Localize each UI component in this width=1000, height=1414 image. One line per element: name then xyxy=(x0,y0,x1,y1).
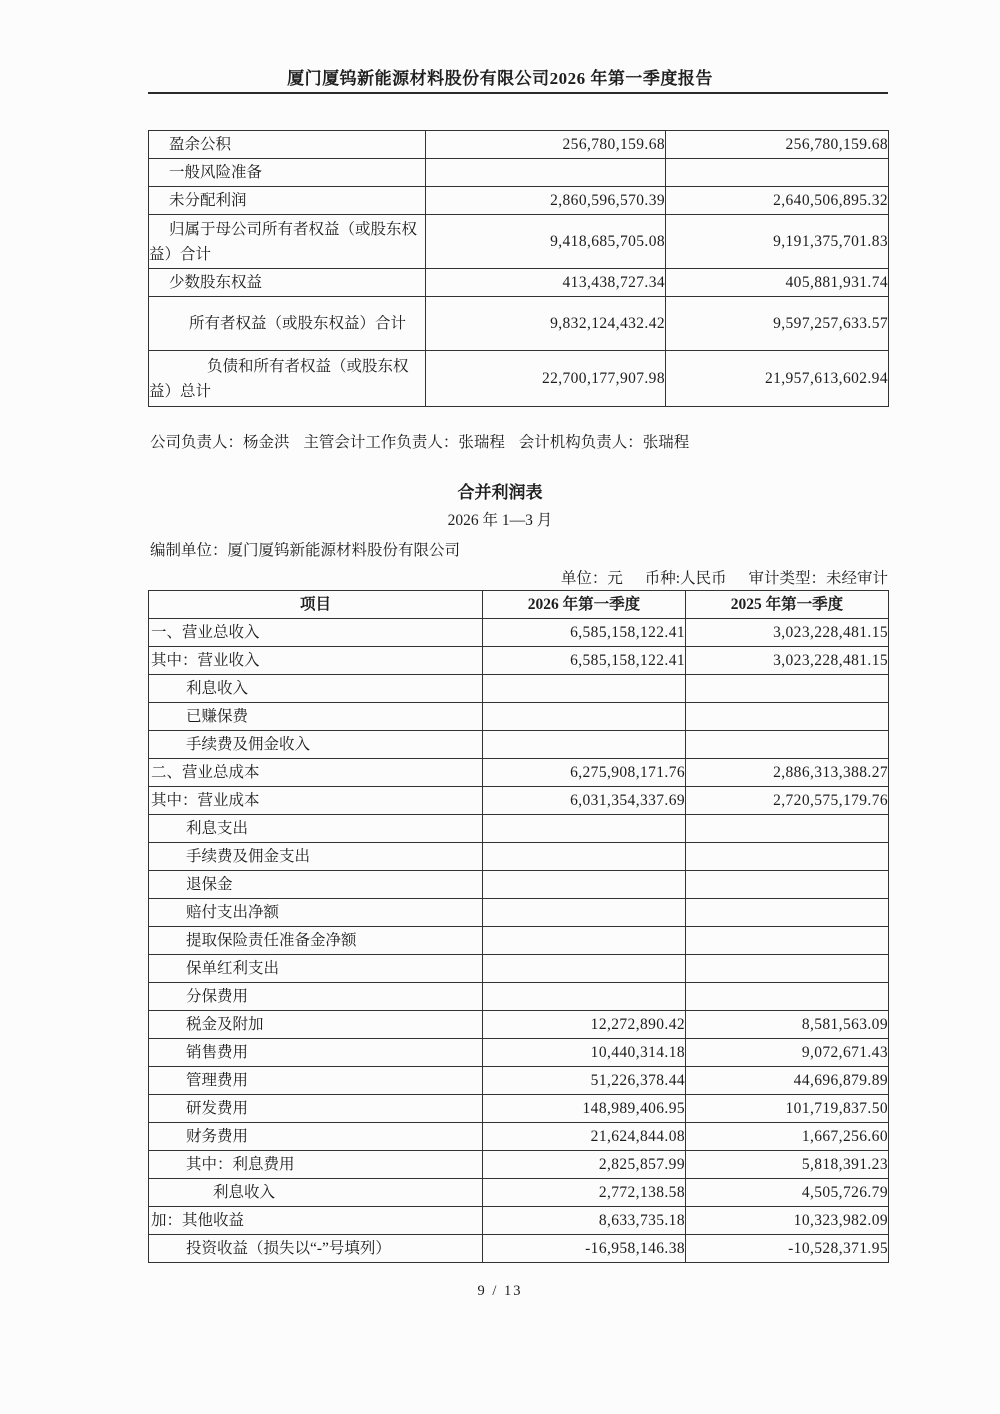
value-prior: 44,696,879.89 xyxy=(686,1067,889,1095)
income-statement-table xyxy=(148,590,889,1263)
value-prior: 8,581,563.09 xyxy=(686,1011,889,1039)
value-current: 9,832,124,432.42 xyxy=(426,297,666,351)
table-row xyxy=(149,815,889,843)
report-header-title: 厦门厦钨新能源材料股份有限公司2026 年第一季度报告 xyxy=(287,69,713,88)
table-row xyxy=(149,1067,889,1095)
value-current: 9,418,685,705.08 xyxy=(426,215,666,269)
value-current: 6,275,908,171.76 xyxy=(483,759,686,787)
value-current: 22,700,177,907.98 xyxy=(426,351,666,407)
table-row xyxy=(149,1235,889,1263)
value-current: 10,440,314.18 xyxy=(483,1039,686,1067)
value-current: 413,438,727.34 xyxy=(426,269,666,297)
value-current xyxy=(483,983,686,1011)
table-row xyxy=(149,1011,889,1039)
row-label: 其中：利息费用 xyxy=(149,1151,483,1179)
value-current: 51,226,378.44 xyxy=(483,1067,686,1095)
value-current: 21,624,844.08 xyxy=(483,1123,686,1151)
value-current: 2,772,138.58 xyxy=(483,1179,686,1207)
row-label: 已赚保费 xyxy=(149,703,483,731)
table-row xyxy=(149,619,889,647)
table-row xyxy=(149,1039,889,1067)
row-label: 手续费及佣金收入 xyxy=(149,731,483,759)
value-current xyxy=(426,159,666,187)
balance-sheet-table xyxy=(148,130,889,407)
value-prior: 21,957,613,602.94 xyxy=(666,351,889,407)
table-row xyxy=(149,215,889,269)
row-label: 投资收益（损失以“-”号填列） xyxy=(149,1235,483,1263)
row-label: 研发费用 xyxy=(149,1095,483,1123)
meta-unit: 单位：元 xyxy=(560,570,623,587)
meta-audit-type: 审计类型：未经审计 xyxy=(748,570,888,587)
table-row xyxy=(149,1095,889,1123)
row-label: 分保费用 xyxy=(149,983,483,1011)
table-row xyxy=(149,899,889,927)
table-row xyxy=(149,1151,889,1179)
table-header-row xyxy=(149,591,889,619)
row-label: 其中：营业收入 xyxy=(149,647,483,675)
value-current xyxy=(483,899,686,927)
row-label: 未分配利润 xyxy=(149,187,426,215)
value-current xyxy=(483,815,686,843)
value-current xyxy=(483,703,686,731)
table-row xyxy=(149,703,889,731)
statement-meta-line xyxy=(148,566,888,588)
value-prior xyxy=(686,955,889,983)
value-prior: 9,597,257,633.57 xyxy=(666,297,889,351)
statement-preparer: 编制单位：厦门厦钨新能源材料股份有限公司 xyxy=(150,542,461,559)
row-label: 少数股东权益 xyxy=(149,269,426,297)
row-label: 税金及附加 xyxy=(149,1011,483,1039)
value-prior xyxy=(686,843,889,871)
value-current: 6,585,158,122.41 xyxy=(483,647,686,675)
value-prior: 3,023,228,481.15 xyxy=(686,647,889,675)
column-header-2026q1: 2026 年第一季度 xyxy=(483,591,686,619)
table-row xyxy=(149,351,889,407)
row-label: 利息收入 xyxy=(149,675,483,703)
row-label: 利息收入 xyxy=(149,1179,483,1207)
row-label: 加：其他收益 xyxy=(149,1207,483,1235)
row-label: 退保金 xyxy=(149,871,483,899)
row-label: 一、营业总收入 xyxy=(149,619,483,647)
table-row xyxy=(149,759,889,787)
row-label: 手续费及佣金支出 xyxy=(149,843,483,871)
value-prior xyxy=(686,983,889,1011)
table-row xyxy=(149,983,889,1011)
value-current: 256,780,159.68 xyxy=(426,131,666,159)
company-head: 公司负责人：杨金洪 xyxy=(150,434,290,451)
value-current xyxy=(483,731,686,759)
table-row xyxy=(149,187,889,215)
value-current: 2,825,857.99 xyxy=(483,1151,686,1179)
table-row xyxy=(149,647,889,675)
value-current: 6,585,158,122.41 xyxy=(483,619,686,647)
value-prior: 256,780,159.68 xyxy=(666,131,889,159)
value-prior xyxy=(686,703,889,731)
value-prior: 9,072,671.43 xyxy=(686,1039,889,1067)
value-prior: 3,023,228,481.15 xyxy=(686,619,889,647)
value-prior: 2,640,506,895.32 xyxy=(666,187,889,215)
statement-period: 2026 年 1—3 月 xyxy=(447,512,553,529)
table-row xyxy=(149,1123,889,1151)
table-row xyxy=(149,675,889,703)
value-prior xyxy=(686,815,889,843)
value-current: 2,860,596,570.39 xyxy=(426,187,666,215)
row-label: 归属于母公司所有者权益（或股东权益）合计 xyxy=(149,215,426,269)
row-label: 提取保险责任准备金净额 xyxy=(149,927,483,955)
table-row xyxy=(149,131,889,159)
value-current xyxy=(483,927,686,955)
value-current: 148,989,406.95 xyxy=(483,1095,686,1123)
value-prior: 1,667,256.60 xyxy=(686,1123,889,1151)
value-current: -16,958,146.38 xyxy=(483,1235,686,1263)
value-prior xyxy=(666,159,889,187)
page-number: 9 / 13 xyxy=(477,1283,523,1299)
table-row xyxy=(149,731,889,759)
value-current xyxy=(483,871,686,899)
value-prior xyxy=(686,731,889,759)
row-label: 保单红利支出 xyxy=(149,955,483,983)
value-current: 8,633,735.18 xyxy=(483,1207,686,1235)
column-header-item: 项目 xyxy=(149,591,483,619)
statement-title: 合并利润表 xyxy=(457,483,543,502)
meta-currency: 币种:人民币 xyxy=(644,570,727,587)
header-divider xyxy=(148,92,888,94)
row-label: 财务费用 xyxy=(149,1123,483,1151)
table-row xyxy=(149,787,889,815)
table-row xyxy=(149,1179,889,1207)
value-prior xyxy=(686,675,889,703)
table-row xyxy=(149,871,889,899)
column-header-2025q1: 2025 年第一季度 xyxy=(686,591,889,619)
table-row xyxy=(149,955,889,983)
value-current xyxy=(483,843,686,871)
table-row xyxy=(149,269,889,297)
value-prior: -10,528,371.95 xyxy=(686,1235,889,1263)
accounting-org-head: 会计机构负责人：张瑞程 xyxy=(518,434,690,451)
row-label: 负债和所有者权益（或股东权益）总计 xyxy=(149,351,426,407)
row-label: 所有者权益（或股东权益）合计 xyxy=(149,297,426,351)
table-row xyxy=(149,843,889,871)
table-row xyxy=(149,159,889,187)
value-prior: 10,323,982.09 xyxy=(686,1207,889,1235)
value-prior: 2,720,575,179.76 xyxy=(686,787,889,815)
table-row xyxy=(149,1207,889,1235)
value-prior xyxy=(686,899,889,927)
value-current xyxy=(483,675,686,703)
value-prior: 405,881,931.74 xyxy=(666,269,889,297)
row-label: 其中：营业成本 xyxy=(149,787,483,815)
table-row xyxy=(149,927,889,955)
value-prior xyxy=(686,871,889,899)
row-label: 管理费用 xyxy=(149,1067,483,1095)
row-label: 一般风险准备 xyxy=(149,159,426,187)
value-prior: 5,818,391.23 xyxy=(686,1151,889,1179)
value-prior xyxy=(686,927,889,955)
row-label: 利息支出 xyxy=(149,815,483,843)
value-current xyxy=(483,955,686,983)
signatories-line xyxy=(150,430,699,452)
value-prior: 101,719,837.50 xyxy=(686,1095,889,1123)
value-prior: 4,505,726.79 xyxy=(686,1179,889,1207)
value-prior: 9,191,375,701.83 xyxy=(666,215,889,269)
value-prior: 2,886,313,388.27 xyxy=(686,759,889,787)
table-row xyxy=(149,297,889,351)
accounting-head: 主管会计工作负责人：张瑞程 xyxy=(303,434,505,451)
value-current: 6,031,354,337.69 xyxy=(483,787,686,815)
value-current: 12,272,890.42 xyxy=(483,1011,686,1039)
row-label: 销售费用 xyxy=(149,1039,483,1067)
row-label: 盈余公积 xyxy=(149,131,426,159)
row-label: 二、营业总成本 xyxy=(149,759,483,787)
row-label: 赔付支出净额 xyxy=(149,899,483,927)
